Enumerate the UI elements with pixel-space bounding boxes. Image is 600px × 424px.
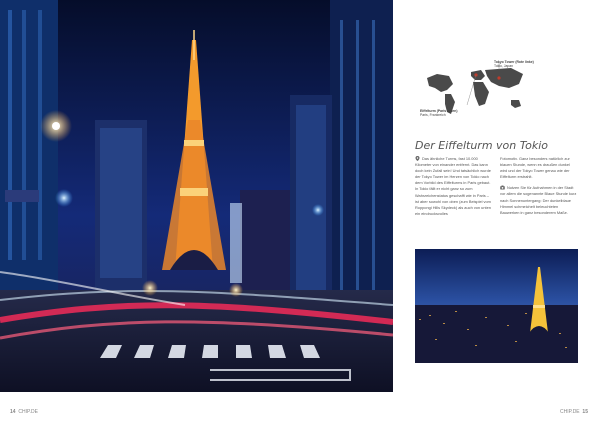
- article-col1: Das ähnliche Turms, fast 10.000 Kilometer von einander entfernt. Das kann doch kein Zufall sein! Und tatsächlich wurde der Tokyo Tower im Herzen von Tokio nach dem Vorbild des Eiffelturms in Paris gebaut. In Tokio fällt er nicht ganz so zum Wahrzeichenstatus geschafft wie in Paris – ist aber sowohl von oben (zum Beispiel vom Roppongi Hills Skydeck) als auch von unten ein eindrucksvolles: [415, 156, 491, 216]
- map-pin-icon: [415, 156, 420, 161]
- tokyo-marker: [497, 76, 500, 79]
- folio-right: [560, 409, 588, 415]
- paris-night-illustration: [415, 249, 578, 363]
- tokyo-map-label: [494, 60, 534, 68]
- brand-right: CHIP.DE: [560, 409, 580, 415]
- page-number-left: 14: [10, 409, 16, 415]
- eiffel-tower-photo: [415, 249, 578, 363]
- article-col2a: Fotomotiv. Ganz besonders natürlich zur blauen Stunde, wenn es draußen dunkel wird und der Tokyo Tower genau wie der Eiffelturm erstrahlt.: [500, 156, 570, 180]
- camera-icon: [500, 185, 505, 190]
- world-map-graphic: [415, 60, 575, 128]
- brand-left: CHIP.DE: [18, 409, 38, 415]
- text-column-2: [500, 156, 578, 216]
- tokyo-label-name: Tokyo Tower (Rote linke): [494, 60, 534, 64]
- page-number-right: 15: [582, 409, 588, 415]
- folio-left: [10, 409, 38, 415]
- article-title: Der Eiffelturm von Tokio: [415, 139, 548, 152]
- text-column-1: [415, 156, 493, 217]
- eiffel-map-label: [420, 109, 458, 117]
- tokyo-label-sub: Tokio, Japan: [494, 64, 514, 68]
- eiffel-label-name: Eiffelturm (Paris unten): [420, 109, 458, 113]
- world-map: [415, 60, 575, 128]
- article-col2b: Nutzen Sie für Aufnahmen in der Stadt vor allem die sogenannte Blaue Stunde kurz nach Sonnenuntergang: Der dunkelblaue Himmel schmeichelt beleuchteten Bauwerken in ganz besonderem Maße.: [500, 185, 577, 215]
- eiffel-label-sub: Paris, Frankreich: [420, 113, 446, 117]
